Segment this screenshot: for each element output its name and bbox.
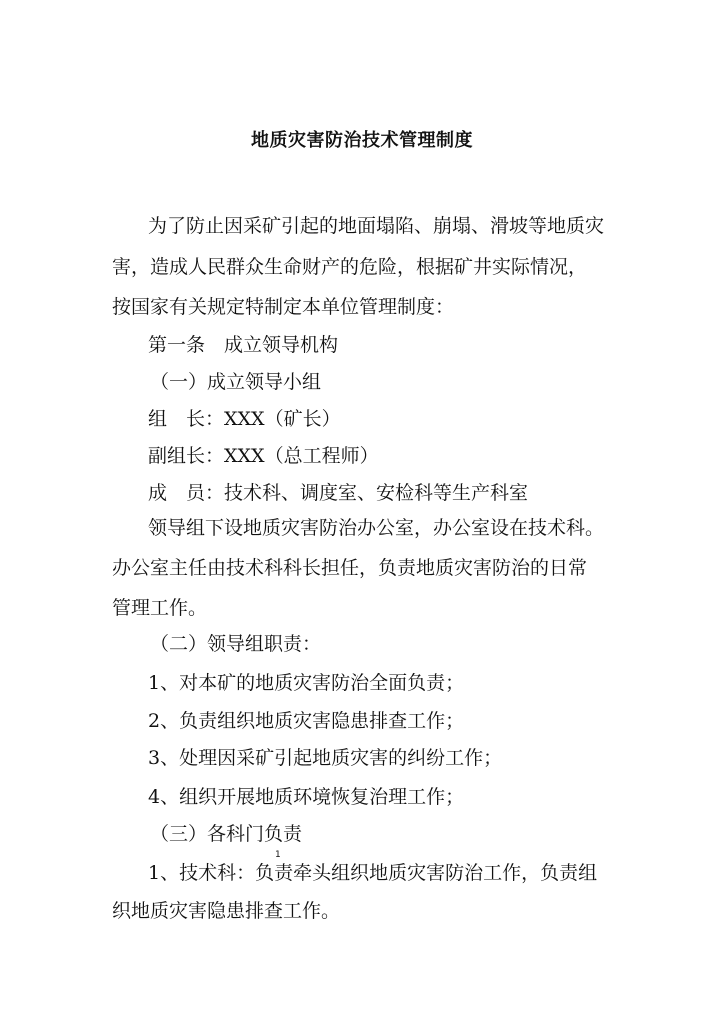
duty-item-4: 4、组织开展地质环境恢复治理工作； xyxy=(148,786,465,808)
office-line-2: 办公室主任由技术科科长担任，负责地质灾害防治的日常 xyxy=(112,557,588,579)
intro-line-1: 为了防止因采矿引起的地面塌陷、崩塌、滑坡等地质灾 xyxy=(148,215,605,237)
office-line-3: 管理工作。 xyxy=(112,597,208,619)
intro-line-2: 害，造成人民群众生命财产的危险，根据矿井实际情况， xyxy=(112,256,588,278)
article-1-heading: 第一条 成立领导机构 xyxy=(148,334,339,356)
members-line: 成 员：技术科、调度室、安检科等生产科室 xyxy=(148,482,529,504)
section-2-heading: （二）领导组职责： xyxy=(150,633,322,655)
section-3-heading: （三）各科门负责 xyxy=(150,823,303,845)
section-1-heading: （一）成立领导小组 xyxy=(150,371,322,393)
intro-line-3: 按国家有关规定特制定本单位管理制度： xyxy=(112,296,455,318)
duty-item-2: 2、负责组织地质灾害隐患排查工作； xyxy=(148,710,465,732)
page-number: 1 xyxy=(275,850,281,860)
deputy-leader-line: 副组长：XXX（总工程师） xyxy=(148,445,379,467)
tech-section-line-1: 1、技术科：负责牵头组织地质灾害防治工作，负责组 xyxy=(148,862,598,884)
tech-section-line-2: 织地质灾害隐患排查工作。 xyxy=(112,900,341,922)
document-title: 地质灾害防治技术管理制度 xyxy=(251,130,473,151)
office-line-1: 领导组下设地质灾害防治办公室，办公室设在技术科。 xyxy=(148,517,605,539)
leader-line: 组 长：XXX（矿长） xyxy=(148,408,341,430)
duty-item-1: 1、对本矿的地质灾害防治全面负责； xyxy=(148,672,465,694)
duty-item-3: 3、处理因采矿引起地质灾害的纠纷工作； xyxy=(148,747,503,769)
